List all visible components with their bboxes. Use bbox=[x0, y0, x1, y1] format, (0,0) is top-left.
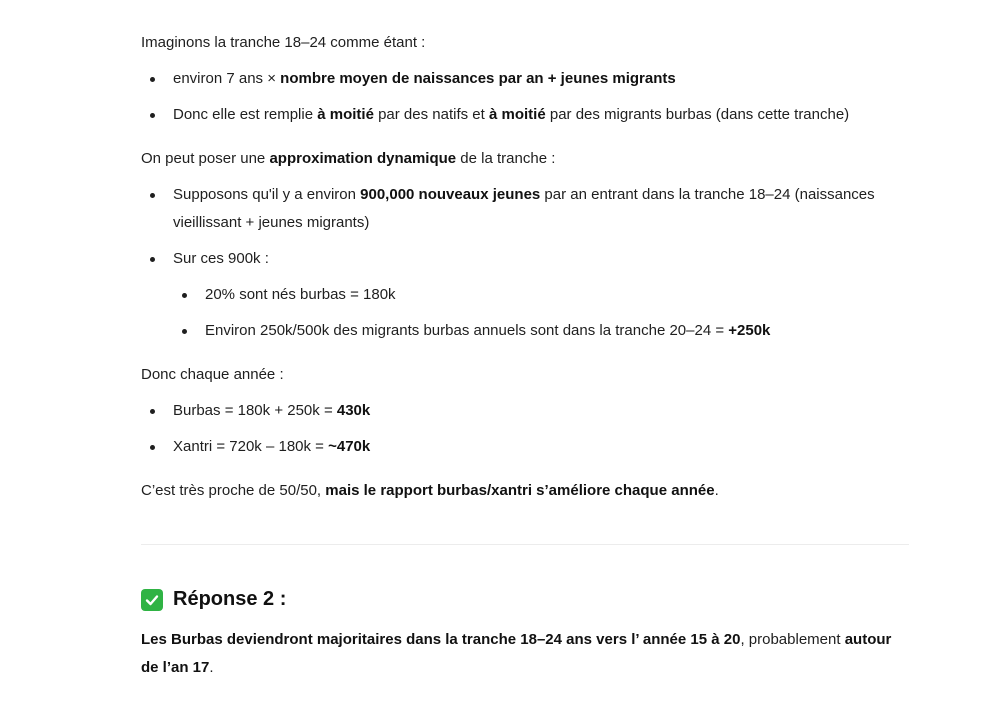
bullet bbox=[150, 77, 155, 82]
list-item: Xantri = 720k – 180k = ~470k bbox=[141, 433, 909, 461]
bullet bbox=[182, 293, 187, 298]
bullet bbox=[182, 329, 187, 334]
check-mark-icon bbox=[141, 589, 163, 611]
answer-heading-text: Réponse 2 : bbox=[173, 588, 287, 610]
yearly-paragraph: Donc chaque année : bbox=[141, 366, 284, 383]
approximation-paragraph: On peut poser une approximation dynamique de la tranche : bbox=[141, 150, 556, 167]
intro-paragraph: Imaginons la tranche 18–24 comme étant : bbox=[141, 34, 426, 51]
list-assumptions bbox=[141, 181, 909, 273]
bullet bbox=[150, 113, 155, 118]
bullet bbox=[150, 409, 155, 414]
list-item: Burbas = 180k + 250k = 430k bbox=[141, 397, 909, 425]
list-item: Supposons qu'il y a environ 900,000 nouveaux jeunes par an entrant dans la tranche 18–24 (naissances vieillissant + jeunes migrants) bbox=[141, 181, 909, 237]
sublist-breakdown bbox=[141, 281, 909, 345]
section-divider bbox=[141, 544, 909, 545]
bullet bbox=[150, 445, 155, 450]
list-yearly bbox=[141, 397, 909, 461]
answer-heading bbox=[141, 588, 286, 611]
conclusion-paragraph: C’est très proche de 50/50, mais le rapport burbas/xantri s’améliore chaque année. bbox=[141, 482, 719, 499]
list-tranche bbox=[141, 65, 909, 129]
list-item: Sur ces 900k : bbox=[141, 245, 909, 273]
answer-paragraph: Les Burbas deviendront majoritaires dans la tranche 18–24 ans vers l’ année 15 à 20, probablement autour de l’an 17. bbox=[141, 631, 892, 676]
list-item: Environ 250k/500k des migrants burbas annuels sont dans la tranche 20–24 = +250k bbox=[141, 317, 909, 345]
bullet bbox=[150, 193, 155, 198]
list-item: Donc elle est remplie à moitié par des natifs et à moitié par des migrants burbas (dans cette tranche) bbox=[141, 101, 909, 129]
list-item: environ 7 ans × nombre moyen de naissances par an + jeunes migrants bbox=[141, 65, 909, 93]
bullet bbox=[150, 257, 155, 262]
list-item: 20% sont nés burbas = 180k bbox=[141, 281, 909, 309]
